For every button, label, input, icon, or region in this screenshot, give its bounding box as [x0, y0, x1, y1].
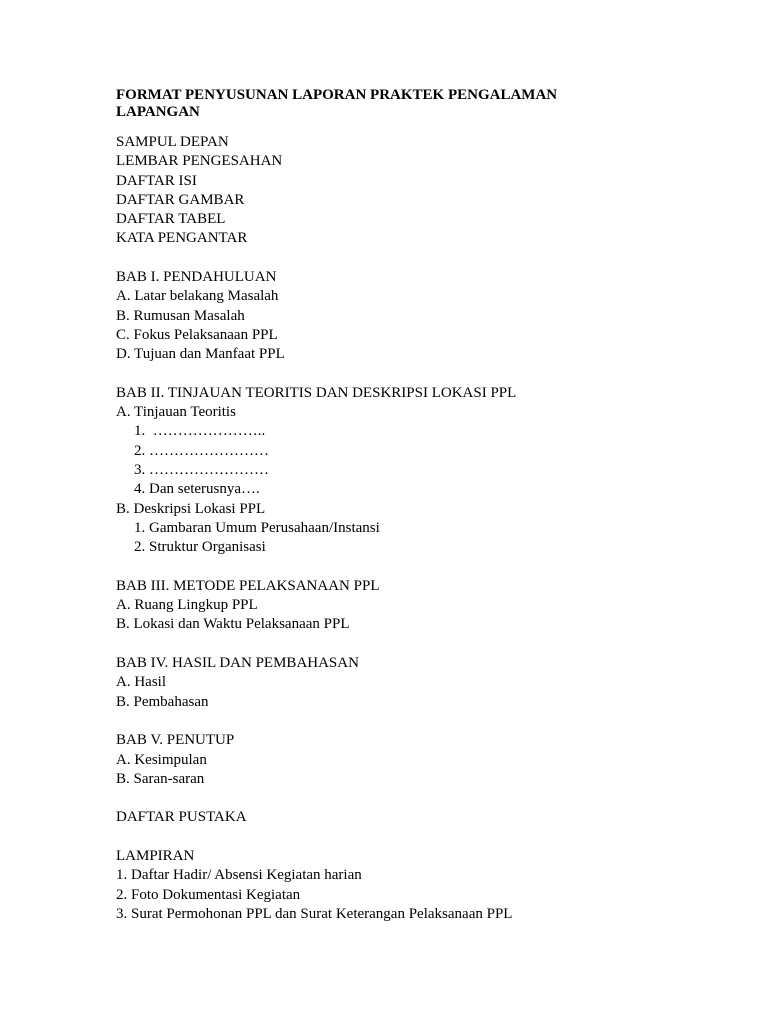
- daftar-pustaka-heading: DAFTAR PUSTAKA: [116, 809, 247, 826]
- front-matter-item: KATA PENGANTAR: [116, 230, 248, 247]
- title-line-2: LAPANGAN: [116, 104, 200, 120]
- title-line-1: FORMAT PENYUSUNAN LAPORAN PRAKTEK PENGALAMAN: [116, 87, 558, 103]
- lampiran-section: [116, 847, 716, 924]
- bab2-a-subitem: 3. ……………………: [134, 462, 269, 479]
- bab4-item: A. Hasil: [116, 674, 166, 691]
- bab2-a-subitem: 4. Dan seterusnya….: [134, 481, 260, 498]
- bab1-item: A. Latar belakang Masalah: [116, 288, 279, 305]
- bab2-a-subitem: 1. …………………..: [134, 423, 266, 440]
- bab2-item-b: B. Deskripsi Lokasi PPL: [116, 500, 266, 517]
- bab2-b-subitem: 1. Gambaran Umum Perusahaan/Instansi: [134, 519, 380, 536]
- bab1-heading: BAB I. PENDAHULUAN: [116, 269, 277, 286]
- spacer: [116, 635, 716, 654]
- bab3-section: [116, 577, 716, 635]
- daftar-pustaka-section: [116, 808, 716, 827]
- bab2-section: [116, 384, 716, 558]
- bab1-item: B. Rumusan Masalah: [116, 307, 245, 324]
- bab1-section: [116, 268, 716, 364]
- bab5-item: A. Kesimpulan: [116, 751, 207, 768]
- front-matter-item: SAMPUL DEPAN: [116, 134, 229, 150]
- lampiran-item: 3. Surat Permohonan PPL dan Surat Keterangan Pelaksanaan PPL: [116, 905, 513, 922]
- bab5-item: B. Saran-saran: [116, 770, 205, 787]
- document-page: [116, 87, 716, 924]
- lampiran-item: 2. Foto Dokumentasi Kegiatan: [116, 886, 301, 903]
- bab2-heading: BAB II. TINJAUAN TEORITIS DAN DESKRIPSI LOKASI PPL: [116, 384, 517, 401]
- lampiran-heading: LAMPIRAN: [116, 847, 195, 864]
- bab1-item: C. Fokus Pelaksanaan PPL: [116, 326, 278, 343]
- bab1-item: D. Tujuan dan Manfaat PPL: [116, 346, 285, 363]
- document-title: [116, 87, 716, 121]
- spacer: [116, 249, 716, 268]
- spacer: [116, 365, 716, 384]
- front-matter-item: LEMBAR PENGESAHAN: [116, 153, 283, 170]
- bab4-section: [116, 654, 716, 712]
- bab2-b-subitem: 2. Struktur Organisasi: [134, 539, 266, 556]
- spacer: [116, 558, 716, 577]
- lampiran-item: 1. Daftar Hadir/ Absensi Kegiatan harian: [116, 867, 362, 884]
- bab2-item-a: A. Tinjauan Teoritis: [116, 404, 236, 421]
- bab5-section: [116, 731, 716, 789]
- spacer: [116, 828, 716, 847]
- front-matter-item: DAFTAR TABEL: [116, 211, 226, 228]
- front-matter-item: DAFTAR ISI: [116, 172, 197, 189]
- front-matter-list: [116, 133, 716, 249]
- bab3-heading: BAB III. METODE PELAKSANAAN PPL: [116, 577, 380, 594]
- spacer: [116, 789, 716, 808]
- bab4-item: B. Pembahasan: [116, 693, 209, 710]
- bab3-item: A. Ruang Lingkup PPL: [116, 597, 258, 614]
- front-matter-item: DAFTAR GAMBAR: [116, 191, 245, 208]
- bab5-heading: BAB V. PENUTUP: [116, 732, 235, 749]
- bab2-a-subitem: 2. ……………………: [134, 442, 269, 459]
- bab4-heading: BAB IV. HASIL DAN PEMBAHASAN: [116, 655, 359, 672]
- spacer: [116, 712, 716, 731]
- bab3-item: B. Lokasi dan Waktu Pelaksanaan PPL: [116, 616, 350, 633]
